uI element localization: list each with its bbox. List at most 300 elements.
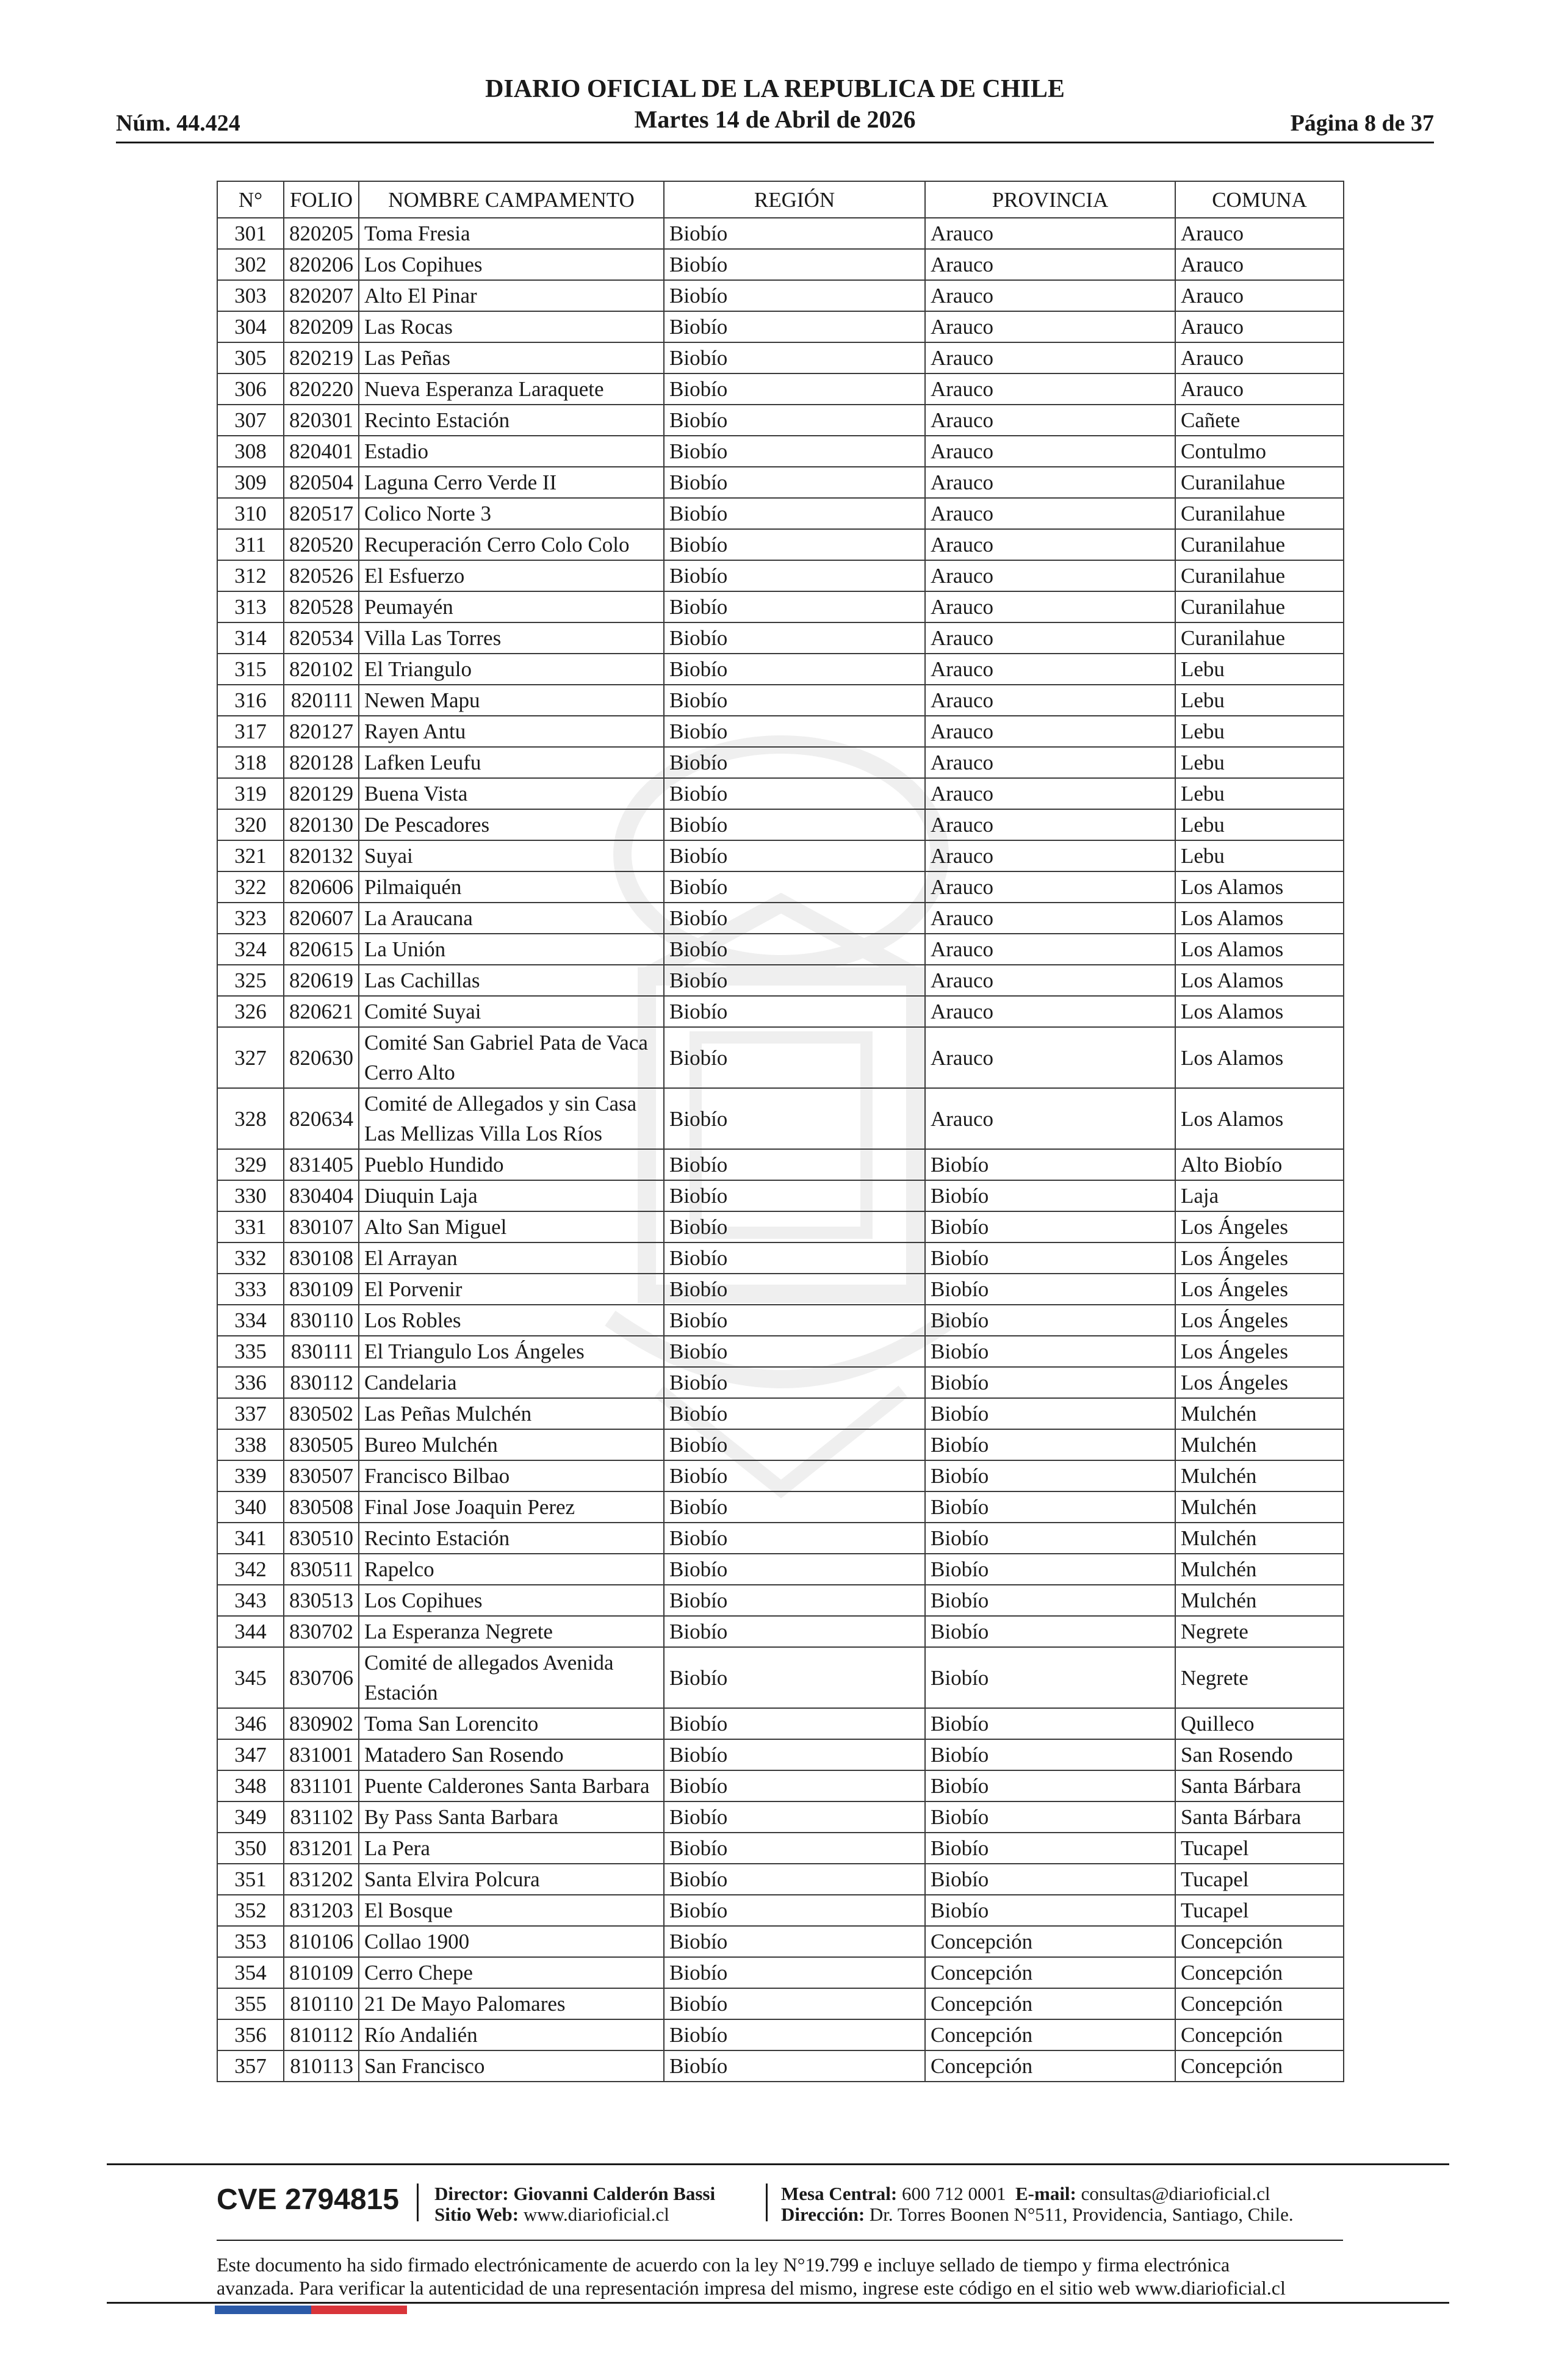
cell-num: 341	[217, 1523, 284, 1554]
cell-nombre: Candelaria	[359, 1367, 664, 1398]
cell-provincia: Biobío	[925, 1770, 1175, 1801]
cell-provincia: Biobío	[925, 1274, 1175, 1305]
table-row	[217, 436, 1344, 467]
cell-num: 321	[217, 840, 284, 871]
cell-folio: 820401	[284, 436, 359, 467]
cell-nombre: De Pescadores	[359, 809, 664, 840]
table-row	[217, 654, 1344, 685]
cell-num: 324	[217, 934, 284, 965]
cell-nombre: Final Jose Joaquin Perez	[359, 1491, 664, 1523]
cell-num: 333	[217, 1274, 284, 1305]
cell-num: 344	[217, 1616, 284, 1647]
cell-folio: 820504	[284, 467, 359, 498]
mesa-label: Mesa Central:	[781, 2183, 898, 2204]
cell-folio: 820111	[284, 685, 359, 716]
footer-contact-block	[781, 2183, 1294, 2225]
cell-region: Biobío	[664, 654, 925, 685]
cell-region: Biobío	[664, 1833, 925, 1864]
cell-num: 329	[217, 1149, 284, 1180]
cell-region: Biobío	[664, 1180, 925, 1211]
cell-folio: 830107	[284, 1211, 359, 1242]
cell-nombre: Lafken Leufu	[359, 747, 664, 778]
cell-region: Biobío	[664, 1801, 925, 1833]
cell-region: Biobío	[664, 1027, 925, 1088]
cell-nombre: Comité de Allegados y sin Casa Las Mellizas Villa Los Ríos	[359, 1088, 664, 1149]
cell-comuna: Lebu	[1175, 809, 1344, 840]
header-center	[116, 73, 1434, 134]
cell-nombre: Las Cachillas	[359, 965, 664, 996]
cell-folio: 830111	[284, 1336, 359, 1367]
cell-folio: 820619	[284, 965, 359, 996]
cell-num: 302	[217, 249, 284, 280]
cell-num: 327	[217, 1027, 284, 1088]
cell-folio: 820301	[284, 405, 359, 436]
cell-provincia: Arauco	[925, 591, 1175, 622]
cell-region: Biobío	[664, 1926, 925, 1957]
cell-comuna: San Rosendo	[1175, 1739, 1344, 1770]
cell-folio: 820517	[284, 498, 359, 529]
cell-provincia: Arauco	[925, 622, 1175, 654]
table-row	[217, 249, 1344, 280]
cell-nombre: La Esperanza Negrete	[359, 1616, 664, 1647]
cell-comuna: Los Ángeles	[1175, 1305, 1344, 1336]
cell-nombre: El Bosque	[359, 1895, 664, 1926]
table-row	[217, 622, 1344, 654]
table-row	[217, 1088, 1344, 1149]
cell-region: Biobío	[664, 1708, 925, 1739]
cell-folio: 820520	[284, 529, 359, 560]
cell-comuna: Arauco	[1175, 280, 1344, 311]
cell-nombre: By Pass Santa Barbara	[359, 1801, 664, 1833]
address-value: Dr. Torres Boonen N°511, Providencia, Santiago, Chile.	[869, 2204, 1294, 2225]
cell-comuna: Santa Bárbara	[1175, 1770, 1344, 1801]
cell-provincia: Arauco	[925, 716, 1175, 747]
cell-provincia: Biobío	[925, 1491, 1175, 1523]
cell-nombre: Alto San Miguel	[359, 1211, 664, 1242]
cell-nombre: Comité San Gabriel Pata de Vaca Cerro Alto	[359, 1027, 664, 1088]
cell-comuna: Mulchén	[1175, 1491, 1344, 1523]
table-row	[217, 1242, 1344, 1274]
cell-comuna: Los Ángeles	[1175, 1367, 1344, 1398]
cell-num: 314	[217, 622, 284, 654]
cell-provincia: Arauco	[925, 498, 1175, 529]
cell-comuna: Tucapel	[1175, 1895, 1344, 1926]
cell-nombre: Alto El Pinar	[359, 280, 664, 311]
cell-region: Biobío	[664, 1491, 925, 1523]
cell-folio: 820634	[284, 1088, 359, 1149]
cell-folio: 831202	[284, 1864, 359, 1895]
cell-provincia: Arauco	[925, 560, 1175, 591]
legal-line-2: avanzada. Para verificar la autenticidad de una representación impresa del mismo, ingrese este código en el sitio web www.diarioficial.cl	[217, 2277, 1286, 2299]
cell-num: 332	[217, 1242, 284, 1274]
cell-folio: 830702	[284, 1616, 359, 1647]
cell-nombre: Bureo Mulchén	[359, 1429, 664, 1460]
cell-region: Biobío	[664, 467, 925, 498]
cell-nombre: Las Rocas	[359, 311, 664, 342]
cell-region: Biobío	[664, 1523, 925, 1554]
cell-folio: 830507	[284, 1460, 359, 1491]
table-row	[217, 1957, 1344, 1988]
cell-provincia: Arauco	[925, 1027, 1175, 1088]
cell-region: Biobío	[664, 311, 925, 342]
cell-region: Biobío	[664, 218, 925, 249]
cell-nombre: Pueblo Hundido	[359, 1149, 664, 1180]
flag-blue-band	[215, 2306, 311, 2314]
cell-provincia: Biobío	[925, 1554, 1175, 1585]
cell-nombre: El Esfuerzo	[359, 560, 664, 591]
cell-num: 342	[217, 1554, 284, 1585]
cell-folio: 820526	[284, 560, 359, 591]
cell-nombre: San Francisco	[359, 2050, 664, 2082]
cell-comuna: Los Alamos	[1175, 996, 1344, 1027]
cell-nombre: Los Copihues	[359, 249, 664, 280]
table-row	[217, 1708, 1344, 1739]
table-row	[217, 2050, 1344, 2082]
cell-region: Biobío	[664, 903, 925, 934]
col-header-comuna: COMUNA	[1175, 181, 1344, 218]
cell-comuna: Arauco	[1175, 342, 1344, 373]
table-row	[217, 342, 1344, 373]
cell-comuna: Cañete	[1175, 405, 1344, 436]
cell-nombre: Cerro Chepe	[359, 1957, 664, 1988]
table-row	[217, 373, 1344, 405]
cell-num: 352	[217, 1895, 284, 1926]
cell-region: Biobío	[664, 1149, 925, 1180]
cell-folio: 830513	[284, 1585, 359, 1616]
cell-num: 320	[217, 809, 284, 840]
publication-date: Martes 14 de Abril de 2026	[634, 106, 916, 133]
table-row	[217, 778, 1344, 809]
cell-region: Biobío	[664, 622, 925, 654]
table-row	[217, 1801, 1344, 1833]
cell-provincia: Arauco	[925, 809, 1175, 840]
table-row	[217, 1274, 1344, 1305]
table-row	[217, 529, 1344, 560]
publication-title: DIARIO OFICIAL DE LA REPUBLICA DE CHILE	[485, 75, 1065, 103]
table-row	[217, 560, 1344, 591]
cell-provincia: Concepción	[925, 2019, 1175, 2050]
cell-provincia: Biobío	[925, 1708, 1175, 1739]
cell-region: Biobío	[664, 529, 925, 560]
table-row	[217, 467, 1344, 498]
table-row	[217, 1305, 1344, 1336]
cell-provincia: Biobío	[925, 1180, 1175, 1211]
cell-comuna: Lebu	[1175, 840, 1344, 871]
cell-nombre: Peumayén	[359, 591, 664, 622]
table-row	[217, 1523, 1344, 1554]
cell-num: 317	[217, 716, 284, 747]
cell-nombre: Toma Fresia	[359, 218, 664, 249]
cell-provincia: Concepción	[925, 1988, 1175, 2019]
cell-folio: 820205	[284, 218, 359, 249]
cell-nombre: El Triangulo Los Ángeles	[359, 1336, 664, 1367]
cell-region: Biobío	[664, 1088, 925, 1149]
cell-comuna: Laja	[1175, 1180, 1344, 1211]
cell-num: 338	[217, 1429, 284, 1460]
cell-provincia: Biobío	[925, 1460, 1175, 1491]
cell-region: Biobío	[664, 1616, 925, 1647]
cell-num: 349	[217, 1801, 284, 1833]
cell-comuna: Lebu	[1175, 747, 1344, 778]
cell-region: Biobío	[664, 2019, 925, 2050]
cell-nombre: El Triangulo	[359, 654, 664, 685]
table-row	[217, 1367, 1344, 1398]
table-row	[217, 1460, 1344, 1491]
website-link[interactable]: www.diarioficial.cl	[523, 2204, 669, 2225]
cell-provincia: Arauco	[925, 996, 1175, 1027]
table-header-row	[217, 181, 1344, 218]
cell-folio: 830112	[284, 1367, 359, 1398]
cell-num: 350	[217, 1833, 284, 1864]
cell-nombre: Estadio	[359, 436, 664, 467]
cell-num: 335	[217, 1336, 284, 1367]
table-row	[217, 1398, 1344, 1429]
cell-region: Biobío	[664, 498, 925, 529]
email-link[interactable]: consultas@diarioficial.cl	[1081, 2183, 1270, 2204]
table-row	[217, 1739, 1344, 1770]
table-row	[217, 840, 1344, 871]
cell-provincia: Arauco	[925, 405, 1175, 436]
cell-nombre: Puente Calderones Santa Barbara	[359, 1770, 664, 1801]
footer-divider-mid	[217, 2240, 1343, 2241]
cell-folio: 810109	[284, 1957, 359, 1988]
cell-region: Biobío	[664, 1988, 925, 2019]
cell-nombre: Francisco Bilbao	[359, 1460, 664, 1491]
cell-region: Biobío	[664, 1367, 925, 1398]
cell-provincia: Concepción	[925, 1957, 1175, 1988]
cell-comuna: Concepción	[1175, 1926, 1344, 1957]
cell-comuna: Los Alamos	[1175, 1088, 1344, 1149]
cell-region: Biobío	[664, 1336, 925, 1367]
cell-comuna: Alto Biobío	[1175, 1149, 1344, 1180]
cell-nombre: Rapelco	[359, 1554, 664, 1585]
table-row	[217, 218, 1344, 249]
cell-provincia: Biobío	[925, 1585, 1175, 1616]
cell-region: Biobío	[664, 1554, 925, 1585]
table-row	[217, 1616, 1344, 1647]
cell-comuna: Negrete	[1175, 1647, 1344, 1708]
cell-folio: 820219	[284, 342, 359, 373]
cell-nombre: Laguna Cerro Verde II	[359, 467, 664, 498]
cell-comuna: Los Alamos	[1175, 871, 1344, 903]
table-row	[217, 591, 1344, 622]
cell-region: Biobío	[664, 934, 925, 965]
table-row	[217, 1770, 1344, 1801]
cell-provincia: Biobío	[925, 1895, 1175, 1926]
cell-region: Biobío	[664, 1211, 925, 1242]
cell-folio: 820128	[284, 747, 359, 778]
cell-region: Biobío	[664, 1305, 925, 1336]
cell-comuna: Mulchén	[1175, 1398, 1344, 1429]
cell-provincia: Biobío	[925, 1429, 1175, 1460]
cell-num: 355	[217, 1988, 284, 2019]
cell-num: 306	[217, 373, 284, 405]
table-row	[217, 1585, 1344, 1616]
cell-region: Biobío	[664, 560, 925, 591]
cell-num: 336	[217, 1367, 284, 1398]
cell-folio: 830902	[284, 1708, 359, 1739]
table-row	[217, 809, 1344, 840]
cell-comuna: Arauco	[1175, 218, 1344, 249]
mesa-phone: 600 712 0001	[902, 2183, 1006, 2204]
cell-provincia: Arauco	[925, 747, 1175, 778]
cell-comuna: Mulchén	[1175, 1523, 1344, 1554]
footer-separator	[766, 2183, 768, 2221]
cell-comuna: Curanilahue	[1175, 591, 1344, 622]
cell-region: Biobío	[664, 1398, 925, 1429]
cell-nombre: Diuquin Laja	[359, 1180, 664, 1211]
cell-num: 345	[217, 1647, 284, 1708]
cell-folio: 820630	[284, 1027, 359, 1088]
cell-folio: 820621	[284, 996, 359, 1027]
cell-folio: 830508	[284, 1491, 359, 1523]
cell-num: 354	[217, 1957, 284, 1988]
cell-provincia: Concepción	[925, 2050, 1175, 2082]
cell-comuna: Contulmo	[1175, 436, 1344, 467]
cell-region: Biobío	[664, 685, 925, 716]
cell-comuna: Arauco	[1175, 311, 1344, 342]
cell-nombre: Comité de allegados Avenida Estación	[359, 1647, 664, 1708]
cell-folio: 820607	[284, 903, 359, 934]
cell-provincia: Arauco	[925, 871, 1175, 903]
cell-provincia: Arauco	[925, 280, 1175, 311]
director-label: Director:	[434, 2183, 509, 2204]
cell-folio: 810110	[284, 1988, 359, 2019]
cell-nombre: Toma San Lorencito	[359, 1708, 664, 1739]
flag-stripe	[215, 2306, 407, 2314]
cell-folio: 830505	[284, 1429, 359, 1460]
table-row	[217, 747, 1344, 778]
table-row	[217, 1895, 1344, 1926]
cell-nombre: El Arrayan	[359, 1242, 664, 1274]
footer-separator	[417, 2183, 419, 2221]
cell-comuna: Lebu	[1175, 685, 1344, 716]
cell-folio: 831102	[284, 1801, 359, 1833]
cell-num: 304	[217, 311, 284, 342]
cell-folio: 810112	[284, 2019, 359, 2050]
page-number: Página 8 de 37	[1290, 110, 1434, 136]
cell-num: 313	[217, 591, 284, 622]
cell-region: Biobío	[664, 436, 925, 467]
cell-comuna: Los Alamos	[1175, 934, 1344, 965]
cell-nombre: Collao 1900	[359, 1926, 664, 1957]
cell-nombre: Colico Norte 3	[359, 498, 664, 529]
cell-comuna: Concepción	[1175, 1957, 1344, 1988]
cell-num: 331	[217, 1211, 284, 1242]
cell-comuna: Curanilahue	[1175, 529, 1344, 560]
cell-provincia: Concepción	[925, 1926, 1175, 1957]
cell-folio: 831101	[284, 1770, 359, 1801]
cell-nombre: La Araucana	[359, 903, 664, 934]
cell-nombre: Comité Suyai	[359, 996, 664, 1027]
col-header-nombre: NOMBRE CAMPAMENTO	[359, 181, 664, 218]
cell-num: 318	[217, 747, 284, 778]
cell-comuna: Tucapel	[1175, 1833, 1344, 1864]
table-row	[217, 1180, 1344, 1211]
cell-nombre: Santa Elvira Polcura	[359, 1864, 664, 1895]
cell-provincia: Biobío	[925, 1305, 1175, 1336]
cell-comuna: Lebu	[1175, 778, 1344, 809]
cell-folio: 820132	[284, 840, 359, 871]
table-row	[217, 965, 1344, 996]
table-row	[217, 498, 1344, 529]
cell-folio: 820220	[284, 373, 359, 405]
cell-provincia: Biobío	[925, 1211, 1175, 1242]
cell-num: 309	[217, 467, 284, 498]
table-row	[217, 1336, 1344, 1367]
cell-provincia: Arauco	[925, 965, 1175, 996]
table-row	[217, 1149, 1344, 1180]
cell-provincia: Arauco	[925, 654, 1175, 685]
cell-num: 340	[217, 1491, 284, 1523]
cell-folio: 831201	[284, 1833, 359, 1864]
cell-provincia: Arauco	[925, 311, 1175, 342]
cell-folio: 820615	[284, 934, 359, 965]
issue-number: Núm. 44.424	[116, 110, 240, 136]
cell-folio: 820534	[284, 622, 359, 654]
cell-folio: 830404	[284, 1180, 359, 1211]
cell-num: 353	[217, 1926, 284, 1957]
legal-notice	[217, 2253, 1343, 2299]
cell-folio: 830110	[284, 1305, 359, 1336]
director-name: Giovanni Calderón Bassi	[513, 2183, 716, 2204]
cell-comuna: Los Ángeles	[1175, 1242, 1344, 1274]
cell-comuna: Los Alamos	[1175, 965, 1344, 996]
cell-comuna: Lebu	[1175, 654, 1344, 685]
col-header-folio: FOLIO	[284, 181, 359, 218]
cell-num: 356	[217, 2019, 284, 2050]
cell-region: Biobío	[664, 1429, 925, 1460]
cell-provincia: Arauco	[925, 685, 1175, 716]
cell-folio: 830510	[284, 1523, 359, 1554]
cell-region: Biobío	[664, 871, 925, 903]
cell-region: Biobío	[664, 716, 925, 747]
cell-region: Biobío	[664, 778, 925, 809]
table-row	[217, 280, 1344, 311]
cell-num: 315	[217, 654, 284, 685]
cell-folio: 830706	[284, 1647, 359, 1708]
col-header-region: REGIÓN	[664, 181, 925, 218]
cell-region: Biobío	[664, 965, 925, 996]
cell-nombre: Las Peñas Mulchén	[359, 1398, 664, 1429]
cell-comuna: Curanilahue	[1175, 498, 1344, 529]
footer-divider-bottom	[107, 2302, 1449, 2304]
table-row	[217, 903, 1344, 934]
cell-provincia: Biobío	[925, 1801, 1175, 1833]
cell-folio: 830108	[284, 1242, 359, 1274]
cell-num: 319	[217, 778, 284, 809]
cell-folio: 820129	[284, 778, 359, 809]
cell-num: 312	[217, 560, 284, 591]
cell-provincia: Arauco	[925, 934, 1175, 965]
table-row	[217, 1429, 1344, 1460]
cell-nombre: Recuperación Cerro Colo Colo	[359, 529, 664, 560]
cell-region: Biobío	[664, 1274, 925, 1305]
cell-num: 347	[217, 1739, 284, 1770]
cell-comuna: Los Ángeles	[1175, 1336, 1344, 1367]
cell-nombre: Los Copihues	[359, 1585, 664, 1616]
cell-num: 357	[217, 2050, 284, 2082]
cell-folio: 820207	[284, 280, 359, 311]
cell-nombre: Villa Las Torres	[359, 622, 664, 654]
cell-provincia: Biobío	[925, 1398, 1175, 1429]
cell-region: Biobío	[664, 1864, 925, 1895]
table-row	[217, 1647, 1344, 1708]
cell-comuna: Santa Bárbara	[1175, 1801, 1344, 1833]
cell-folio: 810113	[284, 2050, 359, 2082]
cell-folio: 820206	[284, 249, 359, 280]
cell-num: 308	[217, 436, 284, 467]
